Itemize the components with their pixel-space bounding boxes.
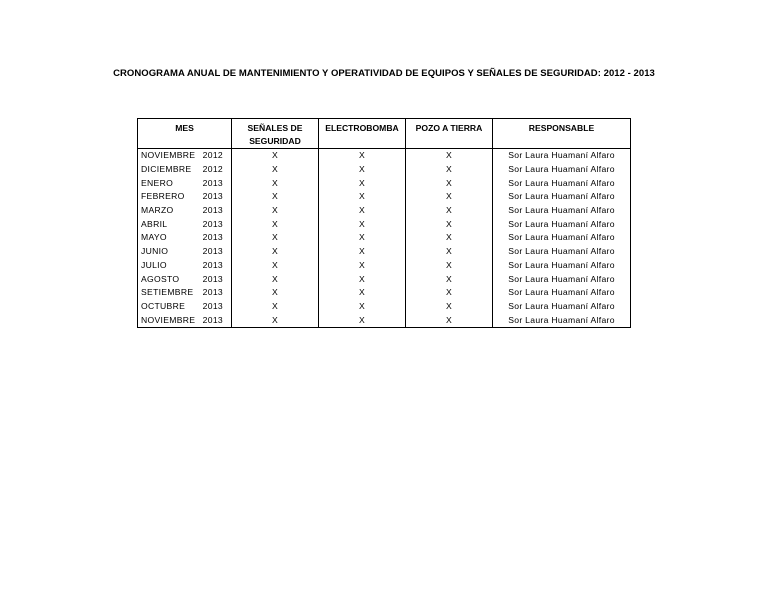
month-year: 2013 xyxy=(202,287,223,298)
cell-pozo-a-tierra: X xyxy=(406,286,493,300)
cell-mes xyxy=(138,245,232,259)
cell-electrobomba: X xyxy=(319,313,406,327)
cell-responsable: Sor Laura Huamaní Alfaro xyxy=(493,217,631,231)
cell-responsable: Sor Laura Huamaní Alfaro xyxy=(493,149,631,163)
month-year: 2013 xyxy=(202,273,223,284)
table-row xyxy=(138,217,631,231)
cell-pozo-a-tierra: X xyxy=(406,149,493,163)
cell-responsable: Sor Laura Huamaní Alfaro xyxy=(493,231,631,245)
table-row xyxy=(138,231,631,245)
cell-electrobomba: X xyxy=(319,286,406,300)
cell-pozo-a-tierra: X xyxy=(406,272,493,286)
cell-senales: X xyxy=(232,313,319,327)
cell-responsable: Sor Laura Huamaní Alfaro xyxy=(493,300,631,314)
month-year: 2013 xyxy=(202,205,223,216)
month-year: 2013 xyxy=(202,218,223,229)
header-pozo-a-tierra: POZO A TIERRA xyxy=(406,119,493,149)
cell-pozo-a-tierra: X xyxy=(406,204,493,218)
header-senales-line2: SEGURIDAD xyxy=(249,136,301,146)
table-row xyxy=(138,286,631,300)
cell-electrobomba: X xyxy=(319,272,406,286)
cell-senales: X xyxy=(232,272,319,286)
month-name: NOVIEMBRE xyxy=(141,314,196,325)
cell-pozo-a-tierra: X xyxy=(406,259,493,273)
cell-mes xyxy=(138,217,232,231)
cell-pozo-a-tierra: X xyxy=(406,231,493,245)
table-row xyxy=(138,204,631,218)
month-year: 2013 xyxy=(202,300,223,311)
cell-senales: X xyxy=(232,286,319,300)
table-row xyxy=(138,313,631,327)
header-responsable: RESPONSABLE xyxy=(493,119,631,149)
cell-mes xyxy=(138,272,232,286)
month-name: NOVIEMBRE xyxy=(141,150,196,161)
cell-mes xyxy=(138,176,232,190)
month-name: MARZO xyxy=(141,205,174,216)
cell-responsable: Sor Laura Huamaní Alfaro xyxy=(493,259,631,273)
cell-mes xyxy=(138,259,232,273)
cell-senales: X xyxy=(232,149,319,163)
cell-electrobomba: X xyxy=(319,245,406,259)
cell-pozo-a-tierra: X xyxy=(406,300,493,314)
table-row xyxy=(138,300,631,314)
cell-responsable: Sor Laura Huamaní Alfaro xyxy=(493,176,631,190)
month-year: 2013 xyxy=(202,232,223,243)
cell-pozo-a-tierra: X xyxy=(406,176,493,190)
header-senales-de-seguridad xyxy=(232,119,319,149)
month-name: FEBRERO xyxy=(141,191,185,202)
month-name: DICIEMBRE xyxy=(141,164,192,175)
cell-senales: X xyxy=(232,259,319,273)
cell-senales: X xyxy=(232,176,319,190)
cell-senales: X xyxy=(232,300,319,314)
cell-electrobomba: X xyxy=(319,163,406,177)
month-name: ENERO xyxy=(141,177,174,188)
table-header-row xyxy=(138,119,631,149)
cell-electrobomba: X xyxy=(319,217,406,231)
header-mes: MES xyxy=(138,119,232,149)
month-name: JULIO xyxy=(141,259,167,270)
month-name: ABRIL xyxy=(141,218,168,229)
cell-electrobomba: X xyxy=(319,300,406,314)
cell-pozo-a-tierra: X xyxy=(406,245,493,259)
cell-pozo-a-tierra: X xyxy=(406,313,493,327)
month-year: 2013 xyxy=(202,314,223,325)
table-row xyxy=(138,190,631,204)
header-electrobomba: ELECTROBOMBA xyxy=(319,119,406,149)
month-year: 2012 xyxy=(202,164,223,175)
table-row xyxy=(138,245,631,259)
table-row xyxy=(138,259,631,273)
cell-senales: X xyxy=(232,231,319,245)
cell-mes xyxy=(138,286,232,300)
cell-responsable: Sor Laura Huamaní Alfaro xyxy=(493,163,631,177)
cell-senales: X xyxy=(232,204,319,218)
month-year: 2013 xyxy=(202,177,223,188)
month-year: 2012 xyxy=(202,150,223,161)
month-year: 2013 xyxy=(202,191,223,202)
maintenance-schedule-table xyxy=(137,118,631,328)
cell-senales: X xyxy=(232,245,319,259)
table-row xyxy=(138,272,631,286)
cell-pozo-a-tierra: X xyxy=(406,190,493,204)
document-title: CRONOGRAMA ANUAL DE MANTENIMIENTO Y OPERATIVIDAD DE EQUIPOS Y SEÑALES DE SEGURIDAD: 2012 - 2013 xyxy=(113,68,655,79)
cell-senales: X xyxy=(232,190,319,204)
cell-responsable: Sor Laura Huamaní Alfaro xyxy=(493,286,631,300)
cell-mes xyxy=(138,204,232,218)
month-year: 2013 xyxy=(202,259,223,270)
cell-responsable: Sor Laura Huamaní Alfaro xyxy=(493,313,631,327)
header-senales-line1: SEÑALES DE xyxy=(247,123,303,133)
table-row xyxy=(138,176,631,190)
cell-electrobomba: X xyxy=(319,231,406,245)
table-row xyxy=(138,163,631,177)
cell-responsable: Sor Laura Huamaní Alfaro xyxy=(493,272,631,286)
cell-senales: X xyxy=(232,217,319,231)
cell-electrobomba: X xyxy=(319,176,406,190)
cell-mes xyxy=(138,163,232,177)
table-row xyxy=(138,149,631,163)
cell-responsable: Sor Laura Huamaní Alfaro xyxy=(493,204,631,218)
cell-mes xyxy=(138,231,232,245)
cell-responsable: Sor Laura Huamaní Alfaro xyxy=(493,190,631,204)
cell-electrobomba: X xyxy=(319,149,406,163)
cell-electrobomba: X xyxy=(319,204,406,218)
month-year: 2013 xyxy=(202,246,223,257)
month-name: OCTUBRE xyxy=(141,300,186,311)
cell-responsable: Sor Laura Huamaní Alfaro xyxy=(493,245,631,259)
cell-electrobomba: X xyxy=(319,190,406,204)
month-name: JUNIO xyxy=(141,246,169,257)
cell-pozo-a-tierra: X xyxy=(406,163,493,177)
month-name: SETIEMBRE xyxy=(141,287,194,298)
cell-electrobomba: X xyxy=(319,259,406,273)
cell-mes xyxy=(138,190,232,204)
cell-pozo-a-tierra: X xyxy=(406,217,493,231)
month-name: MAYO xyxy=(141,232,167,243)
cell-mes xyxy=(138,300,232,314)
cell-mes xyxy=(138,149,232,163)
month-name: AGOSTO xyxy=(141,273,180,284)
cell-senales: X xyxy=(232,163,319,177)
cell-mes xyxy=(138,313,232,327)
